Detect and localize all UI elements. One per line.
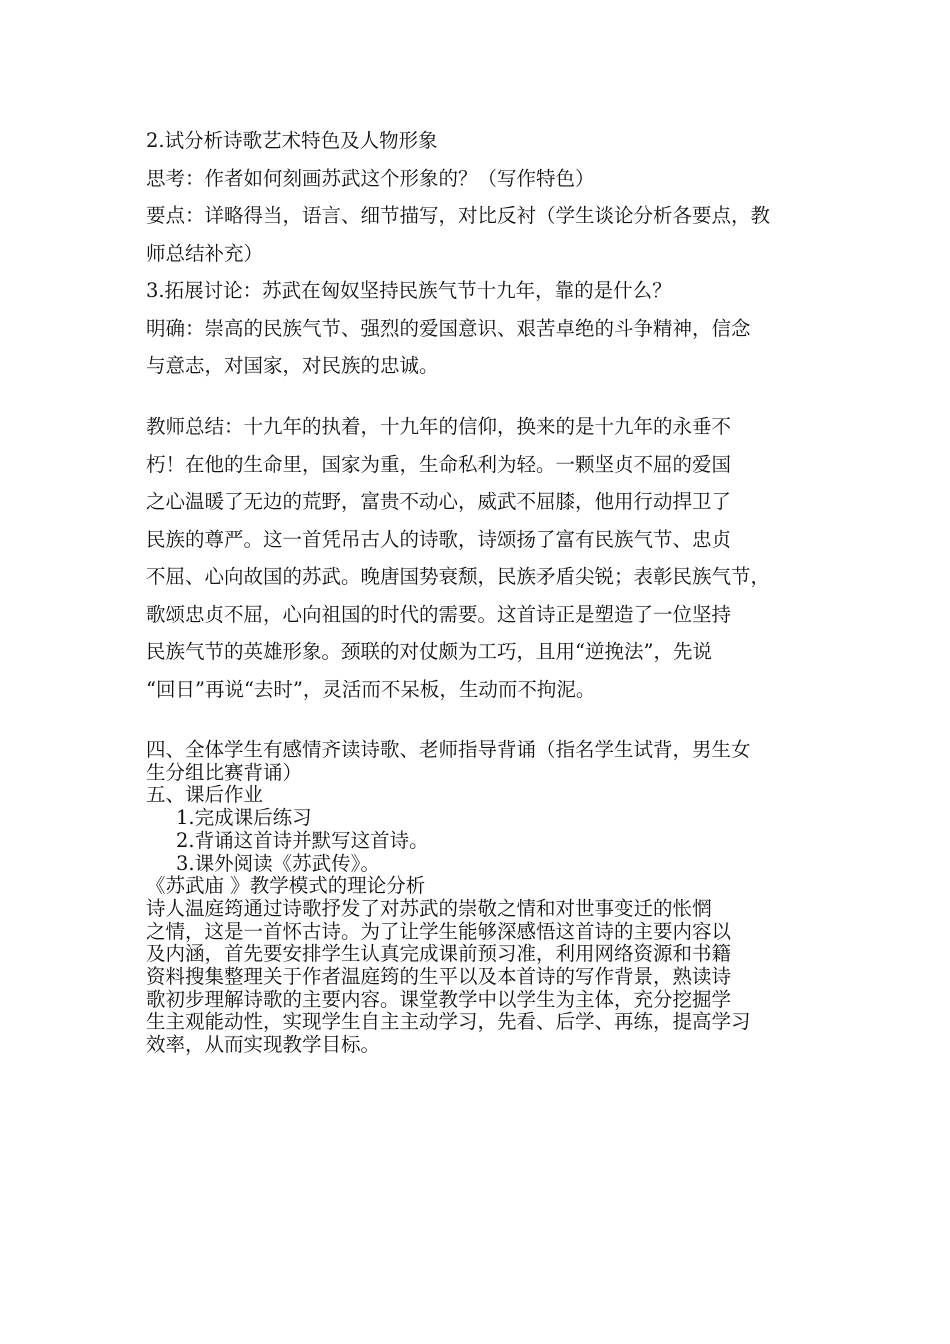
homework-item: 2.背诵这首诗并默写这首诗。 [176, 828, 429, 852]
paragraph-line: 朽！在他的生命里，国家为重，生命私利为轻。一颗坚贞不屈的爱国 [146, 452, 732, 476]
analysis-line: 诗人温庭筠通过诗歌抒发了对苏武的崇敬之情和对世事变迁的怅惘 [146, 896, 712, 920]
analysis-line: 之情，这是一首怀古诗。为了让学生能够深感悟这首诗的主要内容以 [146, 919, 732, 943]
paragraph-line: 与意志，对国家，对民族的忠诚。 [146, 354, 439, 377]
teacher-summary-section [146, 408, 816, 708]
paragraph-line: 生分组比赛背诵） [146, 760, 303, 784]
paragraph-line: “回日”再说“去时”，灵活而不呆板，生动而不拘泥。 [146, 677, 596, 701]
heading-extended-discussion: 3.拓展讨论：苏武在匈奴坚持民族气节十九年，靠的是什么？ [146, 279, 672, 302]
paragraph-line: 民族气节的英雄形象。颈联的对仗颇为工巧，且用“逆挽法”，先说 [146, 640, 712, 663]
analysis-line: 歌初步理解诗歌的主要内容。课堂教学中以学生为主体，充分挖掘学 [146, 987, 732, 1011]
paragraph-line: 教师总结：十九年的执着，十九年的信仰，换来的是十九年的永垂不 [146, 415, 732, 438]
reading-homework-analysis-section [146, 739, 816, 1057]
paragraph-line: 之心温暖了无边的荒野，富贵不动心，威武不屈膝，他用行动捍卫了 [146, 490, 732, 513]
analysis-line: 效率，从而实现教学目标。 [146, 1033, 381, 1057]
analysis-title: 《苏武庙 》教学模式的理论分析 [146, 874, 426, 898]
paragraph-line: 民族的尊严。这一首凭吊古人的诗歌，诗颂扬了富有民族气节、忠贞 [146, 527, 732, 551]
paragraph-line: 明确：崇高的民族气节、强烈的爱国意识、艰苦卓绝的斗争精神，信念 [146, 316, 751, 340]
analysis-line: 生主观能动性，实现学生自主主动学习，先看、后学、再练，提高学习 [146, 1010, 751, 1034]
paragraph-line: 师总结补充） [146, 241, 264, 265]
analysis-line: 资料搜集整理关于作者温庭筠的生平以及本首诗的写作背景，熟读诗 [146, 965, 732, 989]
paragraph-line: 思考：作者如何刻画苏武这个形象的？（写作特色） [146, 166, 595, 190]
homework-item: 3.课外阅读《苏武传》。 [176, 851, 380, 875]
lesson-discussion-section [146, 122, 816, 385]
paragraph-line: 要点：详略得当，语言、细节描写，对比反衬（学生谈论分析各要点，教 [146, 204, 771, 227]
homework-item: 1.完成课后练习 [176, 806, 312, 830]
heading-group-reading: 四、全体学生有感情齐读诗歌、老师指导背诵（指名学生试背，男生女 [146, 738, 751, 761]
analysis-line: 及内涵，首先要安排学生认真完成课前预习准，利用网络资源和书籍 [146, 942, 732, 966]
heading-art-features: 2.试分析诗歌艺术特色及人物形象 [146, 129, 438, 152]
heading-homework: 五、课后作业 [146, 783, 264, 807]
paragraph-line: 歌颂忠贞不屈，心向祖国的时代的需要。这首诗正是塑造了一位坚持 [146, 602, 732, 626]
paragraph-line: 不屈、心向故国的苏武。晚唐国势衰颓，民族矛盾尖锐；表彰民族气节， [146, 565, 771, 588]
